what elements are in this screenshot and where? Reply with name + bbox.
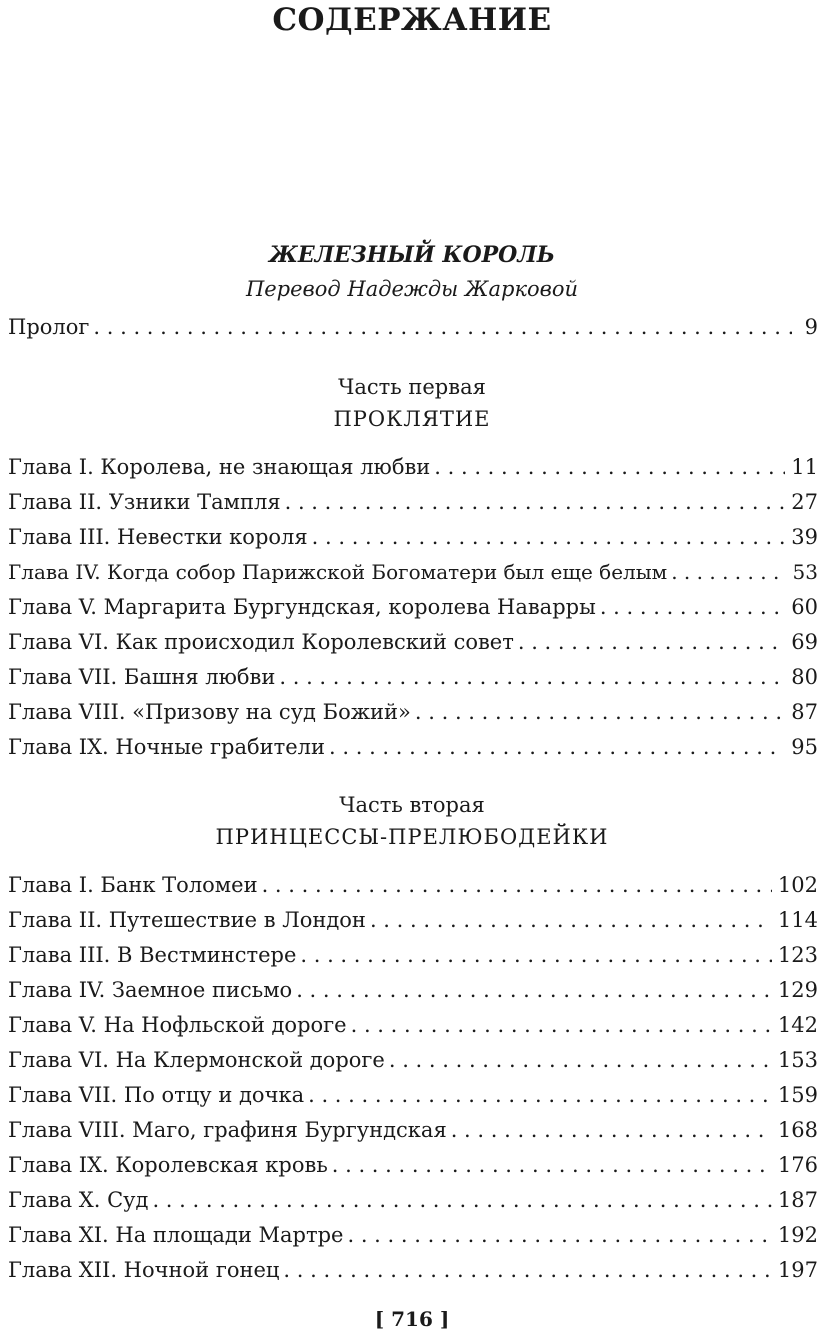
toc-entry-part2-ch4[interactable] <box>8 973 818 1007</box>
toc-entry-label: Глава IV. Заемное письмо <box>8 978 293 1002</box>
toc-entry-label: Пролог <box>8 315 90 339</box>
toc-entry-label: Глава V. На Нофльской дороге <box>8 1013 347 1037</box>
toc-entry-label: Глава I. Королева, не знающая любви <box>8 455 431 479</box>
toc-entry-page: 39 <box>791 525 818 549</box>
toc-entry-page: 102 <box>777 873 818 897</box>
toc-entry-label: Глава I. Банк Толомеи <box>8 873 258 897</box>
part-two-label: Часть вторая <box>339 793 485 817</box>
toc-entry-part1-ch3[interactable] <box>8 520 818 554</box>
toc-entry-label: Глава VIII. Маго, графиня Бургундская <box>8 1118 447 1142</box>
toc-entry-part2-ch5[interactable] <box>8 1008 818 1042</box>
dot-leader <box>347 1218 771 1252</box>
dot-leader <box>600 590 785 624</box>
toc-entry-page: 11 <box>791 455 818 479</box>
part-one-title: ПРОКЛЯТИЕ <box>333 407 491 431</box>
toc-entry-part2-ch10[interactable] <box>8 1183 818 1217</box>
toc-entry-page: 123 <box>777 943 818 967</box>
toc-entry-part1-ch8[interactable] <box>8 695 818 729</box>
dot-leader <box>296 973 772 1007</box>
toc-entry-page: 192 <box>777 1223 818 1247</box>
part-two-title: ПРИНЦЕССЫ-ПРЕЛЮБОДЕЙКИ <box>215 825 609 849</box>
book-title: ЖЕЛЕЗНЫЙ КОРОЛЬ <box>269 242 555 268</box>
toc-entry-label: Глава VIII. «Призову на суд Божий» <box>8 700 411 724</box>
dot-leader <box>93 310 792 344</box>
toc-entry-page: 69 <box>791 630 818 654</box>
toc-entry-part2-ch12[interactable] <box>8 1253 818 1287</box>
toc-entry-label: Глава XI. На площади Мартре <box>8 1223 344 1247</box>
toc-entry-part2-ch2[interactable] <box>8 903 818 937</box>
toc-entry-part2-ch9[interactable] <box>8 1148 818 1182</box>
toc-entry-page: 53 <box>792 560 818 584</box>
toc-entry-part2-ch11[interactable] <box>8 1218 818 1252</box>
dot-leader <box>451 1113 772 1147</box>
toc-entry-label: Глава XII. Ночной гонец <box>8 1258 280 1282</box>
page-title: СОДЕРЖАНИЕ <box>272 2 552 38</box>
toc-entry-part2-ch7[interactable] <box>8 1078 818 1112</box>
toc-entry-label: Глава VII. По отцу и дочка <box>8 1083 305 1107</box>
dot-leader <box>312 520 786 554</box>
page-number: [ 716 ] <box>374 1307 450 1331</box>
toc-entry-label: Глава III. Невестки короля <box>8 525 308 549</box>
toc-entry-page: 60 <box>791 595 818 619</box>
dot-leader <box>308 1078 772 1112</box>
toc-entry-page: 168 <box>777 1118 818 1142</box>
toc-entry-label: Глава II. Путешествие в Лондон <box>8 908 366 932</box>
toc-entry-page: 114 <box>777 908 818 932</box>
dot-leader <box>351 1008 772 1042</box>
toc-entry-part2-ch8[interactable] <box>8 1113 818 1147</box>
toc-entry-page: 95 <box>791 735 818 759</box>
toc-entry-page: 176 <box>777 1153 818 1177</box>
part-one-label: Часть первая <box>338 375 486 399</box>
toc-entry-part1-ch2[interactable] <box>8 485 818 519</box>
toc-entry-label: Глава IX. Ночные грабители <box>8 735 326 759</box>
translator-credit: Перевод Надежды Жарковой <box>245 277 579 301</box>
toc-entry-label: Глава VII. Башня любви <box>8 665 276 689</box>
dot-leader <box>279 660 785 694</box>
toc-entry-label: Глава VI. На Клермонской дороге <box>8 1048 385 1072</box>
dot-leader <box>283 1253 772 1287</box>
toc-entry-label: Глава II. Узники Тампля <box>8 490 281 514</box>
toc-entry-page: 142 <box>777 1013 818 1037</box>
dot-leader <box>332 1148 772 1182</box>
dot-leader <box>285 485 786 519</box>
toc-entry-page: 9 <box>804 315 818 339</box>
toc-entry-part1-ch6[interactable] <box>8 625 818 659</box>
toc-entry-part2-ch3[interactable] <box>8 938 818 972</box>
dot-leader <box>370 903 772 937</box>
toc-entry-part1-ch7[interactable] <box>8 660 818 694</box>
toc-entry-page: 87 <box>791 700 818 724</box>
toc-entry-part1-ch5[interactable] <box>8 590 818 624</box>
dot-leader <box>434 450 785 484</box>
toc-entry-part2-ch6[interactable] <box>8 1043 818 1077</box>
toc-entry-page: 153 <box>777 1048 818 1072</box>
toc-entry-part1-ch9[interactable] <box>8 730 818 764</box>
dot-leader <box>389 1043 772 1077</box>
toc-entry-prologue[interactable] <box>8 310 818 344</box>
dot-leader <box>262 868 772 902</box>
toc-entry-label: Глава IX. Королевская кровь <box>8 1153 328 1177</box>
toc-entry-page: 197 <box>777 1258 818 1282</box>
toc-entry-page: 27 <box>791 490 818 514</box>
dot-leader <box>671 555 786 589</box>
dot-leader <box>415 695 785 729</box>
toc-entry-label: Глава V. Маргарита Бургундская, королева Наварры <box>8 595 596 619</box>
toc-entry-label: Глава X. Суд <box>8 1188 149 1212</box>
dot-leader <box>152 1183 771 1217</box>
toc-entry-part2-ch1[interactable] <box>8 868 818 902</box>
toc-entry-page: 187 <box>777 1188 818 1212</box>
toc-entry-label: Глава III. В Вестминстере <box>8 943 297 967</box>
dot-leader <box>300 938 772 972</box>
toc-entry-page: 80 <box>791 665 818 689</box>
dot-leader <box>329 730 785 764</box>
toc-entry-label: Глава IV. Когда собор Парижской Богоматери был еще белым <box>8 560 668 584</box>
toc-entry-part1-ch4[interactable] <box>8 555 818 589</box>
toc-entry-label: Глава VI. Как происходил Королевский совет <box>8 630 514 654</box>
toc-entry-page: 129 <box>777 978 818 1002</box>
dot-leader <box>518 625 785 659</box>
toc-entry-part1-ch1[interactable] <box>8 450 818 484</box>
toc-entry-page: 159 <box>777 1083 818 1107</box>
